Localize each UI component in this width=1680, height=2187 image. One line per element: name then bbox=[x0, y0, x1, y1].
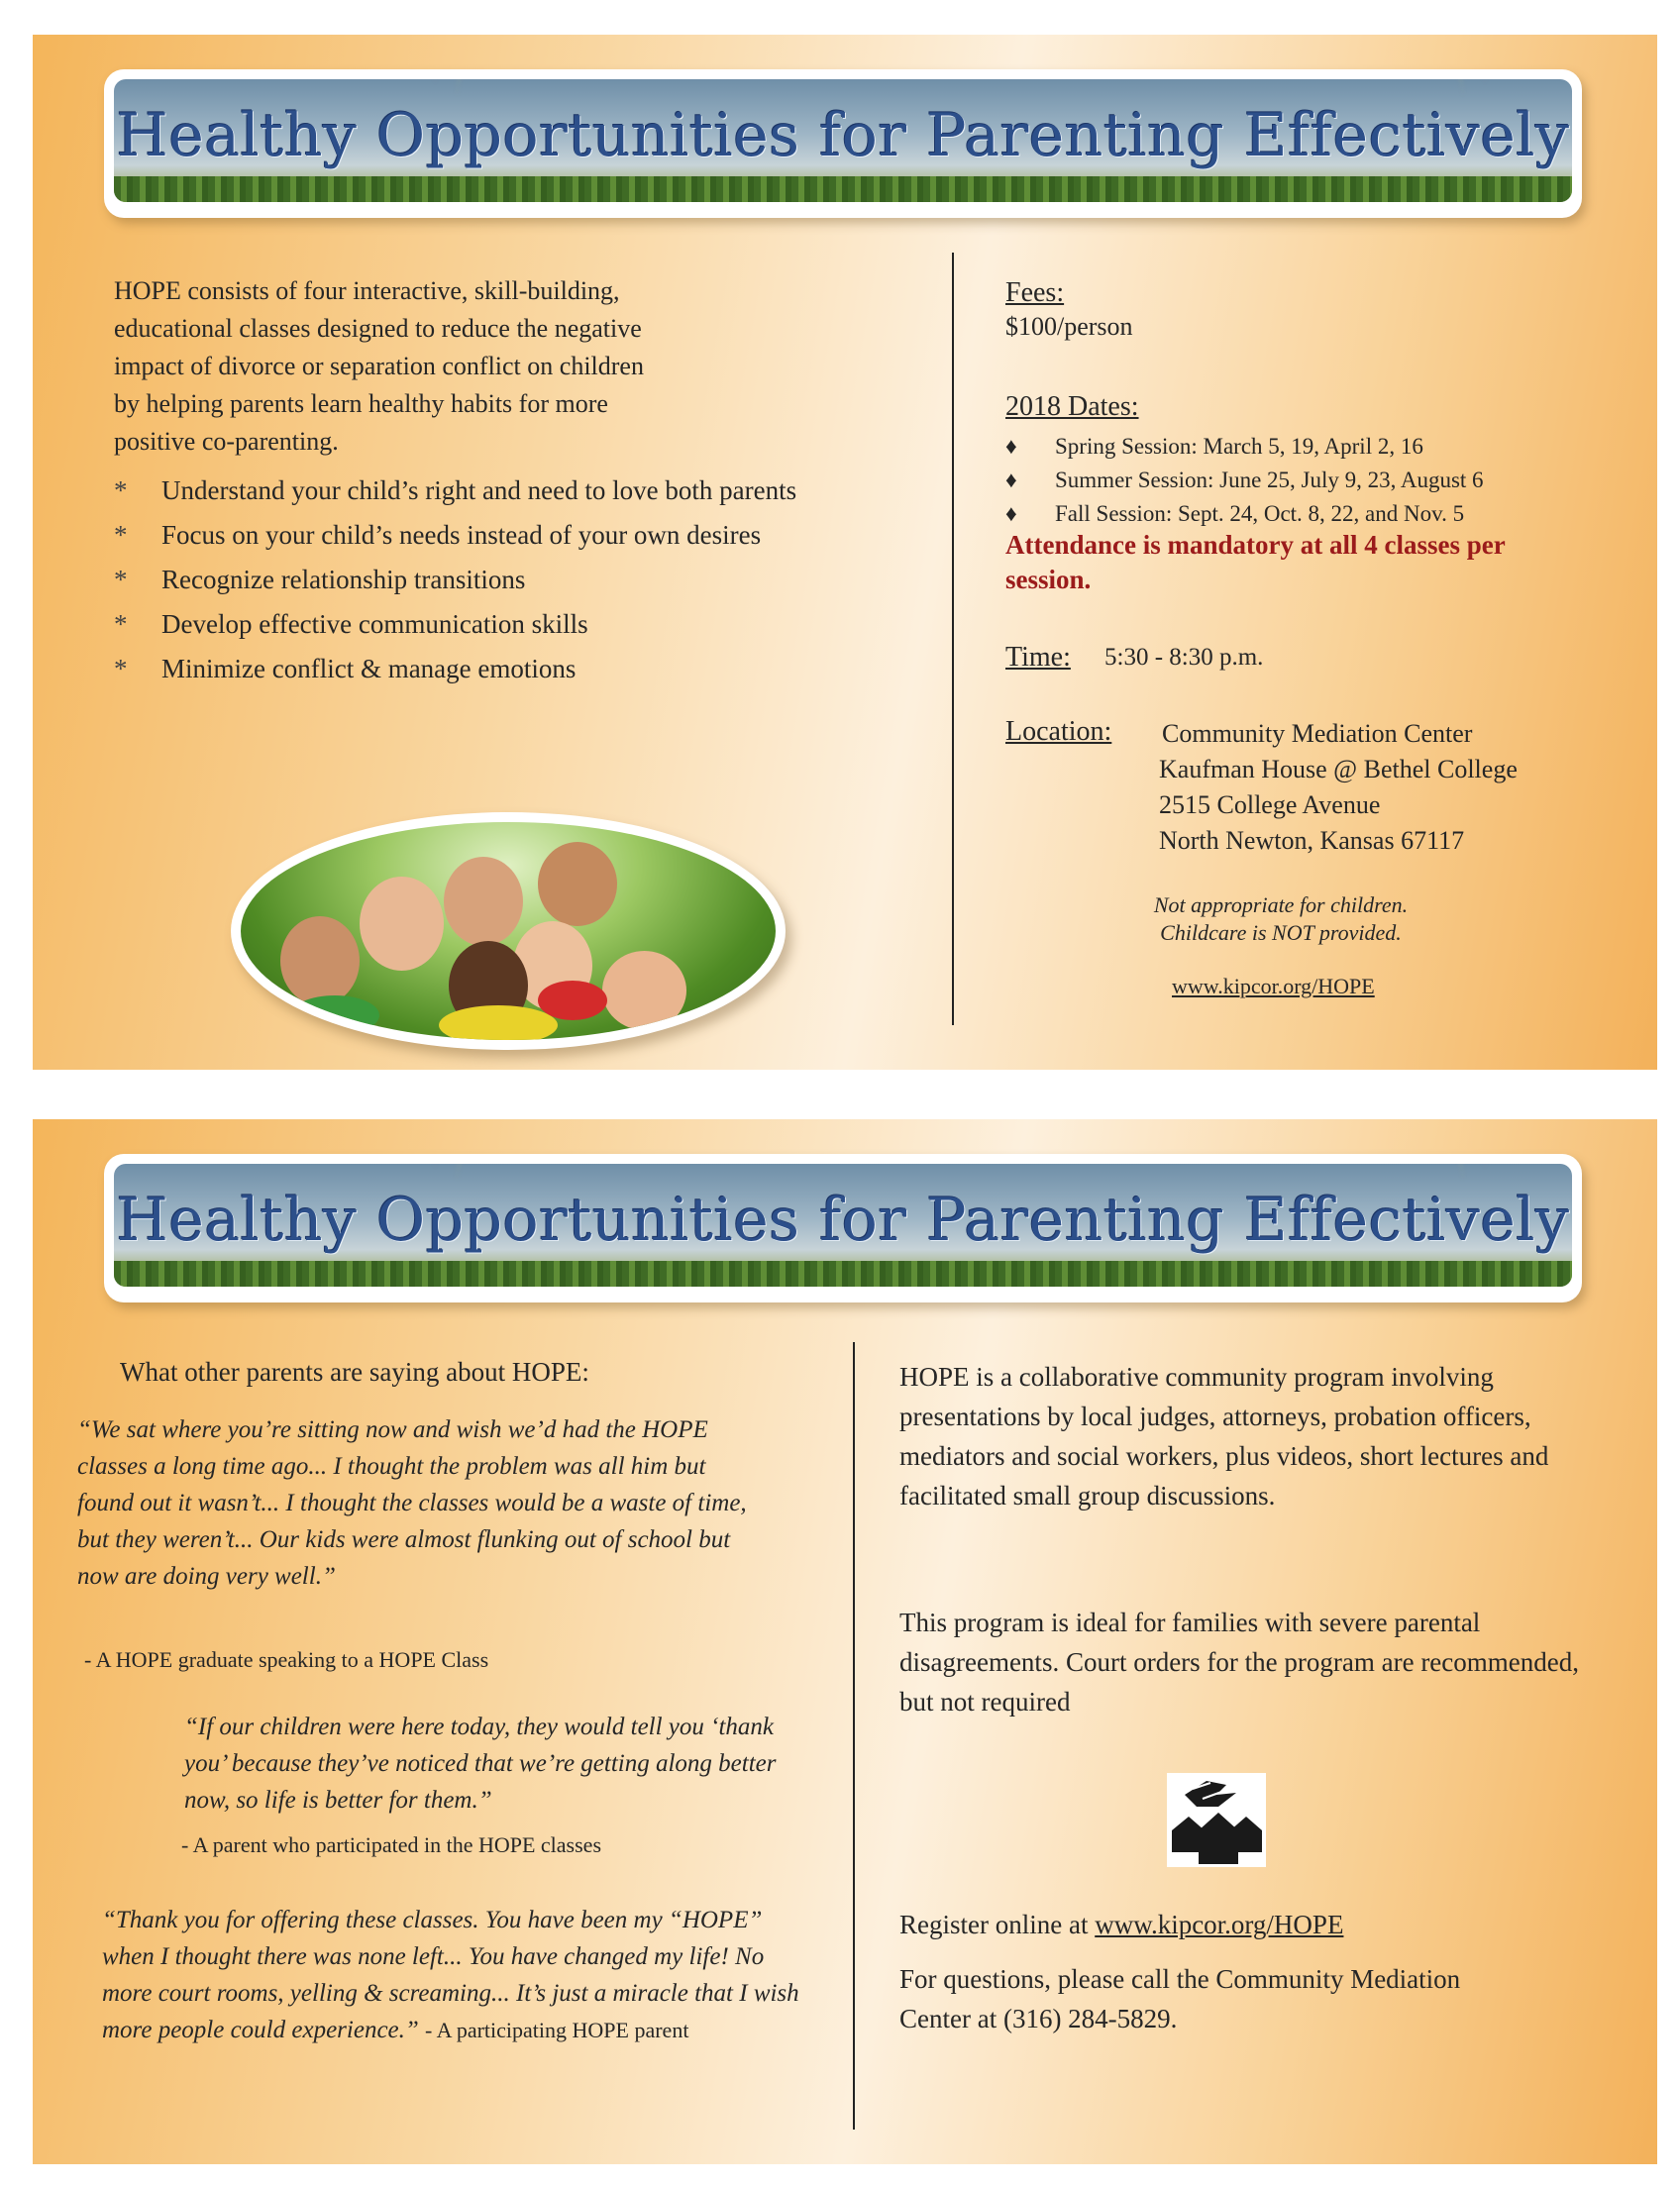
list-item: * Minimize conflict & manage emotions bbox=[114, 654, 906, 698]
testimonial-quote: “We sat where you’re sitting now and wish we’d had the HOPE classes a long time ago... I thought the problem was all him but found out it wasn’t... I thought the classes would be a waste of time, but they weren’t... Our kids were almost flunking out of school but now are doing very well.” bbox=[77, 1416, 747, 1590]
website-link[interactable]: www.kipcor.org/HOPE bbox=[1172, 974, 1375, 998]
dates-heading: 2018 Dates: bbox=[1005, 391, 1139, 422]
list-item: * Recognize relationship transitions bbox=[114, 565, 906, 609]
contact-info: For questions, please call the Community Mediation Center at (316) 284-5829. bbox=[899, 1964, 1461, 2033]
location-heading: Location: bbox=[1005, 716, 1112, 747]
testimonial-attribution: - A participating HOPE parent bbox=[425, 2018, 689, 2042]
rainbow-landscape-image bbox=[114, 79, 1572, 202]
column-divider bbox=[853, 1342, 855, 2130]
title-banner bbox=[104, 69, 1582, 218]
flyer-front bbox=[33, 35, 1657, 1070]
session-item: ♦ Spring Session: March 5, 19, April 2, 16 bbox=[1005, 434, 1423, 459]
session-item: ♦ Summer Session: June 25, July 9, 23, August 6 bbox=[1005, 468, 1484, 492]
session-item: ♦ Fall Session: Sept. 24, Oct. 8, 22, and Nov. 5 bbox=[1005, 501, 1465, 526]
testimonial-attribution: - A parent who participated in the HOPE classes bbox=[181, 1832, 602, 1857]
list-item: * Develop effective communication skills bbox=[114, 609, 906, 654]
mediation-center-logo-icon bbox=[1167, 1773, 1266, 1867]
attendance-notice: Attendance is mandatory at all 4 classes per session. bbox=[1005, 530, 1506, 594]
banner-title: Healthy Opportunities for Parenting Effectively bbox=[116, 101, 1570, 170]
childcare-notice: Not appropriate for children. Childcare is NOT provided. bbox=[1153, 892, 1409, 945]
bullet-star-icon: * bbox=[114, 520, 128, 550]
benefits-list bbox=[114, 475, 906, 698]
diamond-bullet-icon: ♦ bbox=[1005, 434, 1017, 459]
testimonial-quote: “Thank you for offering these classes. You have been my “HOPE” when I thought there was none left... You have changed my life! No more court rooms, yelling & screaming... It’s just a miracle that I wish more people could experience.” - A participating HOPE parent bbox=[102, 1907, 799, 2043]
testimonials-heading: What other parents are saying about HOPE: bbox=[120, 1357, 589, 1387]
diamond-bullet-icon: ♦ bbox=[1005, 501, 1017, 526]
children-photo bbox=[231, 812, 786, 1050]
column-divider bbox=[952, 253, 954, 1025]
list-item: * Understand your child’s right and need to love both parents bbox=[114, 475, 906, 520]
bullet-star-icon: * bbox=[114, 475, 128, 505]
time-heading: Time: bbox=[1005, 642, 1071, 673]
register-link[interactable]: www.kipcor.org/HOPE bbox=[1095, 1910, 1344, 1939]
program-ideal-for: This program is ideal for families with severe parental disagreements. Court orders for the program are recommended, but not required bbox=[899, 1608, 1579, 1717]
fees-value: $100/person bbox=[1005, 312, 1133, 341]
list-item: * Focus on your child’s needs instead of your own desires bbox=[114, 520, 906, 565]
banner-title: Healthy Opportunities for Parenting Effectively bbox=[116, 1186, 1570, 1255]
flyer-back bbox=[33, 1119, 1657, 2164]
testimonial-quote: “If our children were here today, they would tell you ‘thank you’ because they’ve noticed that we’re getting along better now, so life is better for them.” bbox=[184, 1714, 777, 1814]
bullet-star-icon: * bbox=[114, 609, 128, 639]
fees-heading: Fees: bbox=[1005, 277, 1065, 308]
diamond-bullet-icon: ♦ bbox=[1005, 468, 1017, 492]
bullet-star-icon: * bbox=[114, 565, 128, 594]
location-address: Community Mediation Center Kaufman House @ Bethel College 2515 College Avenue North Newton, Kansas 67117 bbox=[1159, 719, 1518, 855]
register-line: Register online at www.kipcor.org/HOPE bbox=[899, 1910, 1344, 1939]
rainbow-landscape-image bbox=[114, 1164, 1572, 1287]
testimonial-attribution: - A HOPE graduate speaking to a HOPE Class bbox=[84, 1647, 489, 1672]
bullet-star-icon: * bbox=[114, 654, 128, 683]
title-banner bbox=[104, 1154, 1582, 1302]
intro-paragraph: HOPE consists of four interactive, skill-building, educational classes designed to reduce the negative impact of divorce or separation conflict on children by helping parents learn healthy habits for more positive co-parenting. bbox=[114, 276, 644, 456]
program-description: HOPE is a collaborative community program involving presentations by local judges, attorneys, probation officers, mediators and social workers, plus videos, short lectures and facilitated small group discussions. bbox=[899, 1362, 1549, 1510]
time-value: 5:30 - 8:30 p.m. bbox=[1104, 644, 1264, 671]
